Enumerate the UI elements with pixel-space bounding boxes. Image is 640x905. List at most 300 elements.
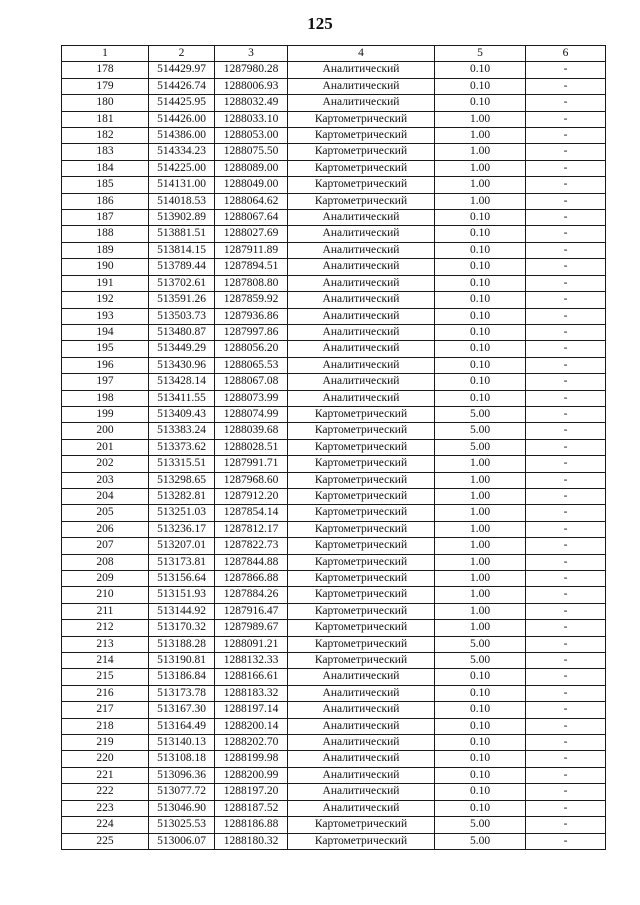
method-cell: Аналитический	[288, 669, 435, 685]
column-header: 2	[149, 46, 215, 62]
note-cell: -	[526, 472, 606, 488]
table-row	[62, 177, 606, 193]
point-number-cell: 202	[62, 456, 149, 472]
method-cell: Картометрический	[288, 571, 435, 587]
column-header: 3	[215, 46, 288, 62]
y-coordinate-cell: 1287916.47	[215, 603, 288, 619]
method-cell: Картометрический	[288, 160, 435, 176]
note-cell: -	[526, 160, 606, 176]
note-cell: -	[526, 374, 606, 390]
table-row	[62, 341, 606, 357]
x-coordinate-cell: 514426.00	[149, 111, 215, 127]
note-cell: -	[526, 95, 606, 111]
point-number-cell: 197	[62, 374, 149, 390]
y-coordinate-cell: 1287812.17	[215, 521, 288, 537]
y-coordinate-cell: 1288064.62	[215, 193, 288, 209]
y-coordinate-cell: 1288200.99	[215, 767, 288, 783]
accuracy-cell: 5.00	[435, 636, 526, 652]
accuracy-cell: 1.00	[435, 554, 526, 570]
y-coordinate-cell: 1288033.10	[215, 111, 288, 127]
point-number-cell: 185	[62, 177, 149, 193]
y-coordinate-cell: 1287991.71	[215, 456, 288, 472]
x-coordinate-cell: 514425.95	[149, 95, 215, 111]
point-number-cell: 222	[62, 784, 149, 800]
point-number-cell: 224	[62, 817, 149, 833]
point-number-cell: 223	[62, 800, 149, 816]
point-number-cell: 200	[62, 423, 149, 439]
note-cell: -	[526, 210, 606, 226]
point-number-cell: 203	[62, 472, 149, 488]
point-number-cell: 205	[62, 505, 149, 521]
column-header: 6	[526, 46, 606, 62]
point-number-cell: 198	[62, 390, 149, 406]
page-number: 125	[307, 14, 333, 33]
accuracy-cell: 1.00	[435, 472, 526, 488]
accuracy-cell: 1.00	[435, 128, 526, 144]
note-cell: -	[526, 406, 606, 422]
accuracy-cell: 0.10	[435, 341, 526, 357]
x-coordinate-cell: 513144.92	[149, 603, 215, 619]
x-coordinate-cell: 513591.26	[149, 292, 215, 308]
table-row	[62, 587, 606, 603]
accuracy-cell: 0.10	[435, 702, 526, 718]
accuracy-cell: 0.10	[435, 210, 526, 226]
table-row	[62, 472, 606, 488]
point-number-cell: 217	[62, 702, 149, 718]
method-cell: Аналитический	[288, 78, 435, 94]
y-coordinate-cell: 1288067.08	[215, 374, 288, 390]
note-cell: -	[526, 144, 606, 160]
point-number-cell: 191	[62, 275, 149, 291]
point-number-cell: 195	[62, 341, 149, 357]
x-coordinate-cell: 514334.23	[149, 144, 215, 160]
x-coordinate-cell: 513156.64	[149, 571, 215, 587]
method-cell: Аналитический	[288, 390, 435, 406]
y-coordinate-cell: 1287884.26	[215, 587, 288, 603]
y-coordinate-cell: 1287936.86	[215, 308, 288, 324]
x-coordinate-cell: 513383.24	[149, 423, 215, 439]
point-number-cell: 206	[62, 521, 149, 537]
table-row	[62, 571, 606, 587]
method-cell: Картометрический	[288, 488, 435, 504]
y-coordinate-cell: 1288166.61	[215, 669, 288, 685]
table-row	[62, 505, 606, 521]
point-number-cell: 215	[62, 669, 149, 685]
column-header: 5	[435, 46, 526, 62]
accuracy-cell: 0.10	[435, 242, 526, 258]
x-coordinate-cell: 513108.18	[149, 751, 215, 767]
x-coordinate-cell: 513373.62	[149, 439, 215, 455]
y-coordinate-cell: 1287822.73	[215, 538, 288, 554]
x-coordinate-cell: 513188.28	[149, 636, 215, 652]
point-number-cell: 189	[62, 242, 149, 258]
y-coordinate-cell: 1287968.60	[215, 472, 288, 488]
method-cell: Картометрический	[288, 538, 435, 554]
accuracy-cell: 0.10	[435, 78, 526, 94]
y-coordinate-cell: 1287859.92	[215, 292, 288, 308]
table-row	[62, 406, 606, 422]
method-cell: Аналитический	[288, 800, 435, 816]
method-cell: Картометрический	[288, 636, 435, 652]
note-cell: -	[526, 177, 606, 193]
x-coordinate-cell: 513411.55	[149, 390, 215, 406]
point-number-cell: 216	[62, 685, 149, 701]
accuracy-cell: 5.00	[435, 423, 526, 439]
note-cell: -	[526, 620, 606, 636]
note-cell: -	[526, 275, 606, 291]
method-cell: Аналитический	[288, 259, 435, 275]
table-row	[62, 751, 606, 767]
x-coordinate-cell: 513409.43	[149, 406, 215, 422]
method-cell: Картометрический	[288, 817, 435, 833]
y-coordinate-cell: 1288187.52	[215, 800, 288, 816]
y-coordinate-cell: 1288049.00	[215, 177, 288, 193]
note-cell: -	[526, 226, 606, 242]
point-number-cell: 204	[62, 488, 149, 504]
coordinates-table	[61, 45, 606, 850]
table-row	[62, 226, 606, 242]
table-row	[62, 357, 606, 373]
y-coordinate-cell: 1288197.14	[215, 702, 288, 718]
method-cell: Аналитический	[288, 718, 435, 734]
table-row	[62, 439, 606, 455]
accuracy-cell: 1.00	[435, 456, 526, 472]
y-coordinate-cell: 1288028.51	[215, 439, 288, 455]
table-row	[62, 160, 606, 176]
accuracy-cell: 0.10	[435, 374, 526, 390]
note-cell: -	[526, 751, 606, 767]
note-cell: -	[526, 571, 606, 587]
note-cell: -	[526, 259, 606, 275]
note-cell: -	[526, 488, 606, 504]
method-cell: Картометрический	[288, 456, 435, 472]
note-cell: -	[526, 292, 606, 308]
point-number-cell: 187	[62, 210, 149, 226]
x-coordinate-cell: 514131.00	[149, 177, 215, 193]
table-row	[62, 95, 606, 111]
y-coordinate-cell: 1288202.70	[215, 735, 288, 751]
y-coordinate-cell: 1287997.86	[215, 324, 288, 340]
method-cell: Картометрический	[288, 472, 435, 488]
method-cell: Аналитический	[288, 95, 435, 111]
x-coordinate-cell: 513236.17	[149, 521, 215, 537]
accuracy-cell: 1.00	[435, 144, 526, 160]
accuracy-cell: 1.00	[435, 620, 526, 636]
accuracy-cell: 0.10	[435, 784, 526, 800]
method-cell: Картометрический	[288, 144, 435, 160]
accuracy-cell: 0.10	[435, 751, 526, 767]
y-coordinate-cell: 1288075.50	[215, 144, 288, 160]
point-number-cell: 199	[62, 406, 149, 422]
y-coordinate-cell: 1288053.00	[215, 128, 288, 144]
point-number-cell: 218	[62, 718, 149, 734]
table-row	[62, 275, 606, 291]
table-row	[62, 78, 606, 94]
method-cell: Аналитический	[288, 735, 435, 751]
y-coordinate-cell: 1288027.69	[215, 226, 288, 242]
point-number-cell: 183	[62, 144, 149, 160]
note-cell: -	[526, 587, 606, 603]
y-coordinate-cell: 1288199.98	[215, 751, 288, 767]
x-coordinate-cell: 513207.01	[149, 538, 215, 554]
note-cell: -	[526, 423, 606, 439]
x-coordinate-cell: 513173.81	[149, 554, 215, 570]
method-cell: Аналитический	[288, 784, 435, 800]
point-number-cell: 221	[62, 767, 149, 783]
x-coordinate-cell: 513151.93	[149, 587, 215, 603]
method-cell: Аналитический	[288, 767, 435, 783]
point-number-cell: 212	[62, 620, 149, 636]
point-number-cell: 188	[62, 226, 149, 242]
y-coordinate-cell: 1288091.21	[215, 636, 288, 652]
method-cell: Картометрический	[288, 833, 435, 849]
y-coordinate-cell: 1287808.80	[215, 275, 288, 291]
note-cell: -	[526, 767, 606, 783]
x-coordinate-cell: 513430.96	[149, 357, 215, 373]
y-coordinate-cell: 1287894.51	[215, 259, 288, 275]
note-cell: -	[526, 341, 606, 357]
method-cell: Аналитический	[288, 292, 435, 308]
point-number-cell: 213	[62, 636, 149, 652]
y-coordinate-cell: 1288074.99	[215, 406, 288, 422]
x-coordinate-cell: 514426.74	[149, 78, 215, 94]
table-row	[62, 669, 606, 685]
table-row	[62, 259, 606, 275]
y-coordinate-cell: 1288180.32	[215, 833, 288, 849]
accuracy-cell: 0.10	[435, 62, 526, 78]
table-row	[62, 620, 606, 636]
method-cell: Аналитический	[288, 210, 435, 226]
accuracy-cell: 1.00	[435, 571, 526, 587]
table-row	[62, 784, 606, 800]
point-number-cell: 219	[62, 735, 149, 751]
table-row	[62, 390, 606, 406]
accuracy-cell: 0.10	[435, 800, 526, 816]
x-coordinate-cell: 513789.44	[149, 259, 215, 275]
note-cell: -	[526, 439, 606, 455]
column-header: 4	[288, 46, 435, 62]
x-coordinate-cell: 513315.51	[149, 456, 215, 472]
x-coordinate-cell: 514429.97	[149, 62, 215, 78]
x-coordinate-cell: 513140.13	[149, 735, 215, 751]
method-cell: Аналитический	[288, 324, 435, 340]
note-cell: -	[526, 735, 606, 751]
method-cell: Картометрический	[288, 111, 435, 127]
note-cell: -	[526, 685, 606, 701]
accuracy-cell: 1.00	[435, 177, 526, 193]
note-cell: -	[526, 800, 606, 816]
method-cell: Картометрический	[288, 653, 435, 669]
accuracy-cell: 0.10	[435, 390, 526, 406]
x-coordinate-cell: 514386.00	[149, 128, 215, 144]
table-row	[62, 685, 606, 701]
point-number-cell: 201	[62, 439, 149, 455]
accuracy-cell: 0.10	[435, 275, 526, 291]
method-cell: Картометрический	[288, 521, 435, 537]
note-cell: -	[526, 669, 606, 685]
y-coordinate-cell: 1288065.53	[215, 357, 288, 373]
table-row	[62, 833, 606, 849]
table-row	[62, 210, 606, 226]
x-coordinate-cell: 513503.73	[149, 308, 215, 324]
point-number-cell: 186	[62, 193, 149, 209]
table-row	[62, 554, 606, 570]
note-cell: -	[526, 505, 606, 521]
point-number-cell: 192	[62, 292, 149, 308]
method-cell: Аналитический	[288, 226, 435, 242]
note-cell: -	[526, 357, 606, 373]
point-number-cell: 210	[62, 587, 149, 603]
accuracy-cell: 1.00	[435, 505, 526, 521]
point-number-cell: 208	[62, 554, 149, 570]
method-cell: Картометрический	[288, 554, 435, 570]
table-row	[62, 324, 606, 340]
y-coordinate-cell: 1287911.89	[215, 242, 288, 258]
note-cell: -	[526, 521, 606, 537]
table-row	[62, 538, 606, 554]
table-row	[62, 374, 606, 390]
table-row	[62, 636, 606, 652]
note-cell: -	[526, 308, 606, 324]
method-cell: Аналитический	[288, 702, 435, 718]
accuracy-cell: 1.00	[435, 587, 526, 603]
column-header: 1	[62, 46, 149, 62]
table-row	[62, 111, 606, 127]
accuracy-cell: 0.10	[435, 95, 526, 111]
note-cell: -	[526, 390, 606, 406]
point-number-cell: 225	[62, 833, 149, 849]
accuracy-cell: 1.00	[435, 160, 526, 176]
y-coordinate-cell: 1288186.88	[215, 817, 288, 833]
method-cell: Аналитический	[288, 308, 435, 324]
note-cell: -	[526, 833, 606, 849]
y-coordinate-cell: 1287980.28	[215, 62, 288, 78]
x-coordinate-cell: 513449.29	[149, 341, 215, 357]
x-coordinate-cell: 513190.81	[149, 653, 215, 669]
table-header-row	[62, 46, 606, 62]
point-number-cell: 190	[62, 259, 149, 275]
note-cell: -	[526, 78, 606, 94]
accuracy-cell: 1.00	[435, 521, 526, 537]
point-number-cell: 182	[62, 128, 149, 144]
note-cell: -	[526, 603, 606, 619]
accuracy-cell: 0.10	[435, 718, 526, 734]
y-coordinate-cell: 1287844.88	[215, 554, 288, 570]
note-cell: -	[526, 636, 606, 652]
accuracy-cell: 0.10	[435, 324, 526, 340]
table-row	[62, 735, 606, 751]
point-number-cell: 181	[62, 111, 149, 127]
accuracy-cell: 1.00	[435, 603, 526, 619]
x-coordinate-cell: 513046.90	[149, 800, 215, 816]
x-coordinate-cell: 513096.36	[149, 767, 215, 783]
point-number-cell: 209	[62, 571, 149, 587]
y-coordinate-cell: 1288039.68	[215, 423, 288, 439]
table-row	[62, 193, 606, 209]
note-cell: -	[526, 653, 606, 669]
note-cell: -	[526, 718, 606, 734]
note-cell: -	[526, 128, 606, 144]
table-row	[62, 308, 606, 324]
accuracy-cell: 5.00	[435, 653, 526, 669]
method-cell: Картометрический	[288, 620, 435, 636]
x-coordinate-cell: 513077.72	[149, 784, 215, 800]
method-cell: Картометрический	[288, 603, 435, 619]
method-cell: Картометрический	[288, 406, 435, 422]
table-body	[62, 46, 606, 850]
y-coordinate-cell: 1288006.93	[215, 78, 288, 94]
x-coordinate-cell: 513006.07	[149, 833, 215, 849]
table-row	[62, 800, 606, 816]
point-number-cell: 178	[62, 62, 149, 78]
y-coordinate-cell: 1287912.20	[215, 488, 288, 504]
y-coordinate-cell: 1288200.14	[215, 718, 288, 734]
method-cell: Аналитический	[288, 242, 435, 258]
x-coordinate-cell: 513170.32	[149, 620, 215, 636]
accuracy-cell: 0.10	[435, 735, 526, 751]
x-coordinate-cell: 513164.49	[149, 718, 215, 734]
x-coordinate-cell: 513298.65	[149, 472, 215, 488]
y-coordinate-cell: 1288132.33	[215, 653, 288, 669]
method-cell: Картометрический	[288, 128, 435, 144]
note-cell: -	[526, 554, 606, 570]
point-number-cell: 211	[62, 603, 149, 619]
x-coordinate-cell: 513186.84	[149, 669, 215, 685]
x-coordinate-cell: 513428.14	[149, 374, 215, 390]
note-cell: -	[526, 456, 606, 472]
table-row	[62, 128, 606, 144]
table-row	[62, 456, 606, 472]
y-coordinate-cell: 1288197.20	[215, 784, 288, 800]
note-cell: -	[526, 702, 606, 718]
accuracy-cell: 0.10	[435, 259, 526, 275]
point-number-cell: 207	[62, 538, 149, 554]
point-number-cell: 193	[62, 308, 149, 324]
accuracy-cell: 1.00	[435, 488, 526, 504]
table-row	[62, 767, 606, 783]
x-coordinate-cell: 513025.53	[149, 817, 215, 833]
accuracy-cell: 0.10	[435, 669, 526, 685]
point-number-cell: 220	[62, 751, 149, 767]
accuracy-cell: 1.00	[435, 111, 526, 127]
method-cell: Аналитический	[288, 357, 435, 373]
method-cell: Картометрический	[288, 177, 435, 193]
y-coordinate-cell: 1288089.00	[215, 160, 288, 176]
table-row	[62, 62, 606, 78]
method-cell: Аналитический	[288, 275, 435, 291]
method-cell: Аналитический	[288, 341, 435, 357]
point-number-cell: 196	[62, 357, 149, 373]
y-coordinate-cell: 1288056.20	[215, 341, 288, 357]
x-coordinate-cell: 513702.61	[149, 275, 215, 291]
accuracy-cell: 0.10	[435, 767, 526, 783]
accuracy-cell: 1.00	[435, 538, 526, 554]
point-number-cell: 184	[62, 160, 149, 176]
method-cell: Аналитический	[288, 374, 435, 390]
y-coordinate-cell: 1287989.67	[215, 620, 288, 636]
method-cell: Картометрический	[288, 587, 435, 603]
point-number-cell: 179	[62, 78, 149, 94]
note-cell: -	[526, 193, 606, 209]
note-cell: -	[526, 817, 606, 833]
y-coordinate-cell: 1288183.32	[215, 685, 288, 701]
y-coordinate-cell: 1288073.99	[215, 390, 288, 406]
accuracy-cell: 1.00	[435, 193, 526, 209]
accuracy-cell: 0.10	[435, 357, 526, 373]
x-coordinate-cell: 513902.89	[149, 210, 215, 226]
method-cell: Картометрический	[288, 439, 435, 455]
accuracy-cell: 5.00	[435, 439, 526, 455]
